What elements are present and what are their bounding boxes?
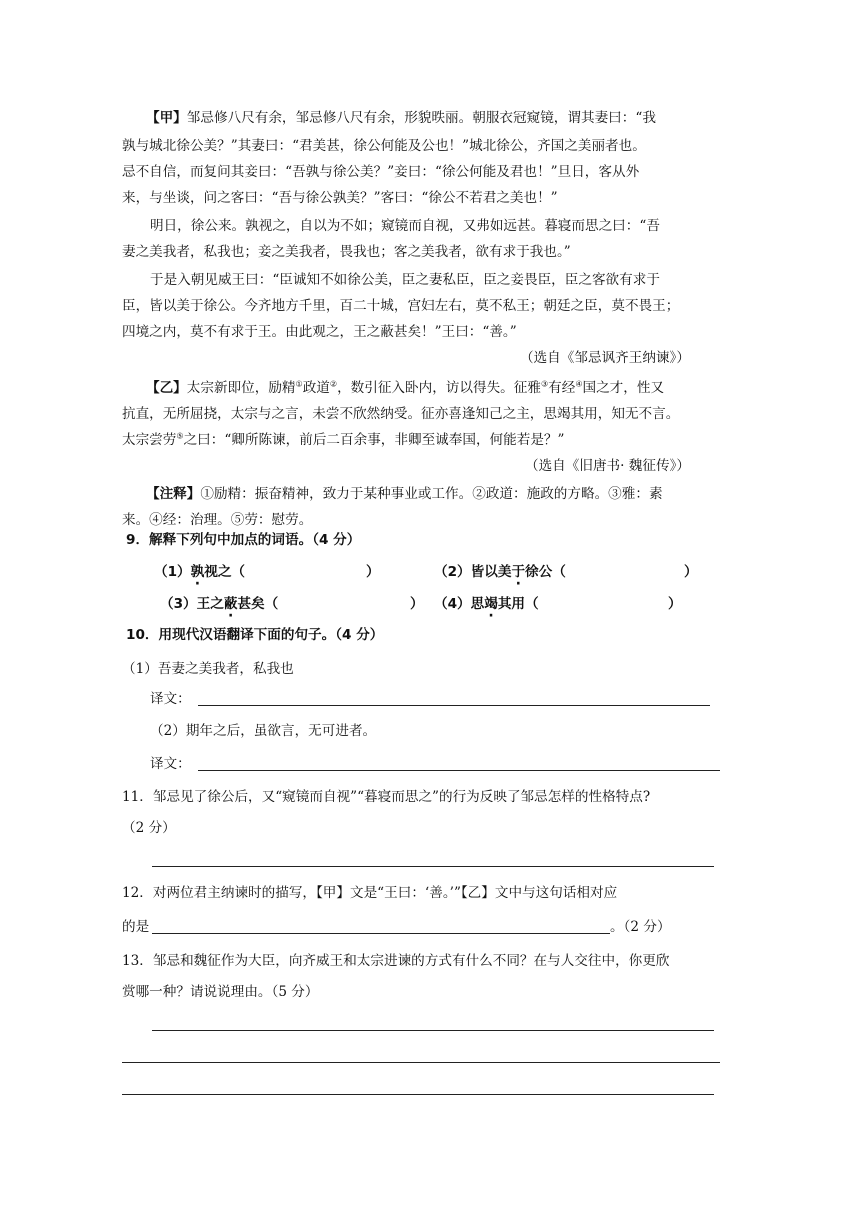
yi-line-3: [122, 430, 564, 450]
q11-line-1: 11．邹忌见了徐公后，又“窥镜而自视”“暮寝而思之”的行为反映了邹忌怎样的性格特点?: [122, 789, 651, 805]
yi-text-1b: 政道: [302, 380, 330, 396]
yi-text-1c: ，数引征入卧内，访以得失。征雅: [337, 380, 541, 396]
q10-answer-line-1[interactable]: [198, 705, 710, 706]
q11-line-2: （2 分）: [122, 820, 176, 836]
yi-source: （选自《旧唐书· 魏征传》）: [525, 458, 690, 474]
q9-item-2-close: ）: [684, 564, 698, 580]
q9-item-1-text: 视之（: [204, 564, 246, 580]
q9-item-2-dotted-word: 于: [511, 564, 526, 580]
yi-text-1a: 太宗新即位，励精: [186, 380, 296, 396]
notes-line-2: 来。④经：治理。⑤劳：慰劳。: [122, 512, 313, 528]
q12-answer-line[interactable]: [152, 933, 610, 934]
notes-line-1: [146, 484, 663, 504]
jia-line-4: 来，与坐谈，问之客曰：“吾与徐公孰美？”客曰：“徐公不若君之美也！”: [122, 190, 558, 206]
q9-item-4-dotted-word: 竭: [484, 596, 498, 612]
jia-line-8: 臣，皆以美于徐公。今齐地方千里，百二十城，宫妇左右，莫不私王；朝廷之臣，莫不畏王；: [122, 298, 680, 314]
q9-item-4-text-b: 其用（: [497, 596, 539, 612]
notes-text-1: ①励精：振奋精神，致力于某种事业或工作。②政道：施政的方略。③雅：素: [200, 486, 663, 502]
q10-label-1: 译文：: [150, 691, 191, 707]
yi-text-3a: 太宗尝劳: [122, 432, 177, 448]
q12-line-1: 12．对两位君主纳谏时的描写，【甲】文是“王曰：‘善。’”【乙】文中与这句话相对应: [122, 885, 618, 901]
jia-text-1: 邹忌修八尺有余，邹忌修八尺有余，形貌昳丽。朝服衣冠窥镜，谓其妻曰：“我: [186, 110, 656, 126]
note-ref-4: ④: [575, 379, 583, 389]
jia-line-7: 于是入朝见威王曰：“臣诚知不如徐公美，臣之妻私臣，臣之妾畏臣，臣之客欲有求于: [150, 272, 660, 288]
q13-answer-line-2[interactable]: [122, 1062, 720, 1063]
q9-item-3: [160, 594, 278, 614]
q9-item-4-close: ）: [668, 596, 682, 612]
q9-item-3-text-a: （3）王之: [160, 596, 224, 612]
note-ref-5: ⑤: [176, 431, 184, 441]
q13-line-1: 13．邹忌和魏征作为大臣，向齐威王和太宗进谏的方式有什么不同？在与人交往中，你更欣: [122, 953, 670, 969]
notes-label: 【注释】: [146, 486, 201, 502]
q9-item-2-text-a: （2）皆以美: [434, 564, 512, 580]
q9-title: 9．解释下列句中加点的词语。（4 分）: [126, 532, 361, 548]
q13-answer-line-3[interactable]: [122, 1094, 714, 1095]
jia-line-2: 孰与城北徐公美？”其妻曰：“君美甚，徐公何能及公也！”城北徐公，齐国之美丽者也。: [122, 138, 646, 154]
q9-item-1-num: （1）: [154, 564, 191, 580]
yi-label: 【乙】: [146, 380, 187, 396]
q10-label-2: 译文：: [150, 756, 191, 772]
q10-sentence-1: （1）吾妻之美我者，私我也: [122, 661, 294, 677]
q9-item-2: [434, 562, 566, 582]
note-ref-2: ②: [329, 379, 338, 389]
q9-item-1: [154, 562, 245, 582]
q12-line-2-pre: 的是: [122, 919, 150, 935]
jia-line-3: 忌不自信，而复问其妾曰：“吾孰与徐公美？”妾曰：“徐公何能及君也！”旦日，客从外: [122, 164, 640, 180]
q10-sentence-2: （2）期年之后，虽欲言，无可进者。: [150, 723, 377, 739]
yi-line-2: 抗直，无所屈挠，太宗与之言，未尝不欣然纳受。征亦喜逢知己之主，思竭其用，知无不言。: [122, 406, 680, 422]
note-ref-1: ①: [295, 379, 303, 389]
yi-line-1: [146, 378, 664, 398]
q9-item-2-text-b: 徐公（: [525, 564, 566, 580]
jia-line-5: 明日，徐公来。孰视之，自以为不如；窥镜而自视，又弗如远甚。暮寝而思之曰：“吾: [150, 218, 660, 234]
jia-line-1: [146, 108, 656, 128]
q9-item-3-text-b: 甚矣（: [237, 596, 279, 612]
q12-line-2-post: 。（2 分）: [610, 919, 671, 935]
q10-answer-line-2[interactable]: [198, 770, 720, 771]
q13-line-2: 赏哪一种？请说说理由。（5 分）: [122, 984, 319, 1000]
yi-text-1d: 有经: [548, 380, 576, 396]
q9-item-4: [434, 594, 539, 614]
yi-text-1e: 国之才，性又: [582, 380, 665, 396]
q9-item-4-text-a: （4）思: [434, 596, 485, 612]
jia-label: 【甲】: [146, 110, 187, 126]
q11-answer-line[interactable]: [152, 866, 714, 867]
q9-item-1-dotted-word: 孰: [190, 564, 205, 580]
yi-text-3b: 之曰：“卿所陈谏，前后二百余事，非卿至诚奉国，何能若是？”: [183, 432, 565, 448]
jia-source: （选自《邹忌讽齐王纳谏》）: [520, 350, 690, 366]
note-ref-3: ③: [540, 379, 549, 389]
q10-title: 10．用现代汉语翻译下面的句子。（4 分）: [126, 627, 384, 643]
q9-item-3-dotted-word: 蔽: [223, 596, 238, 612]
q9-item-1-close: ）: [366, 564, 380, 580]
jia-line-9: 四境之内，莫不有求于王。由此观之，王之蔽甚矣！”王曰：“善。”: [122, 324, 517, 340]
q9-item-3-close: ）: [410, 596, 424, 612]
q13-answer-line-1[interactable]: [152, 1030, 714, 1031]
jia-line-6: 妻之美我者，私我也；妾之美我者，畏我也；客之美我者，欲有求于我也。”: [122, 244, 571, 260]
